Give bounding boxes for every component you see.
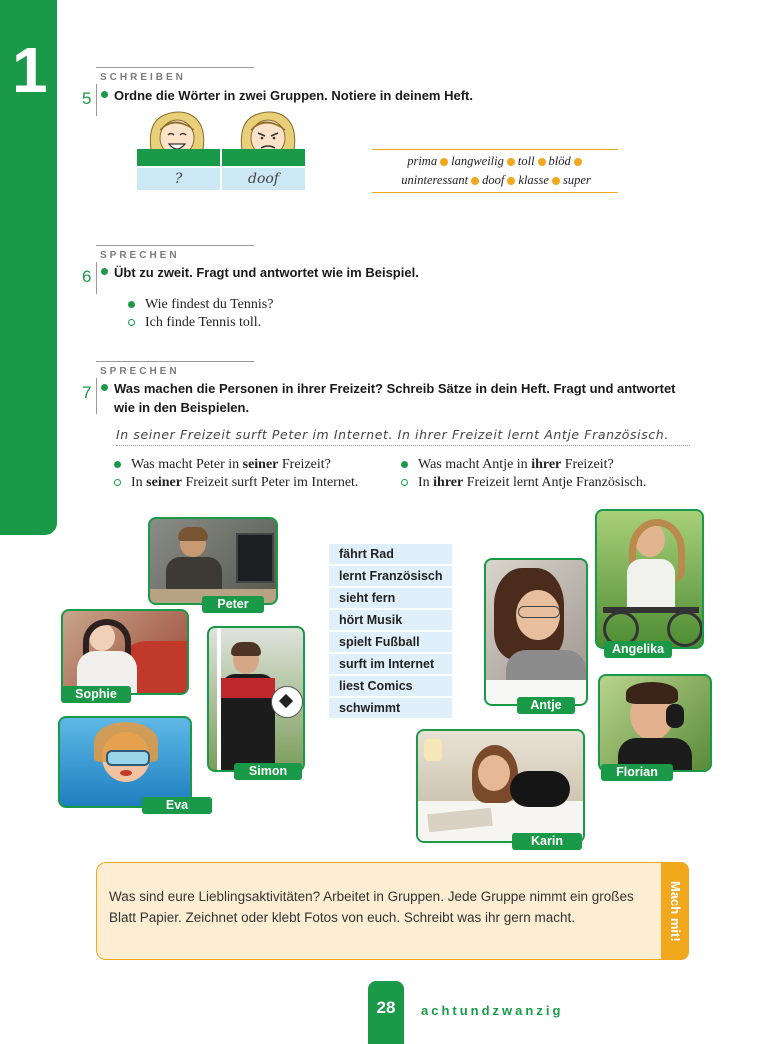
text: Freizeit? [561,457,614,472]
section-rule [96,67,254,68]
orange-dot-icon [440,158,448,166]
word: prima [407,154,438,168]
activity-item: liest Comics [329,676,452,696]
dialog-question [128,297,273,313]
exercise-number-6: 6 [82,267,92,286]
photo-antje [484,558,588,706]
exercise-7-instruction-line-1: Was machen die Personen in ihrer Freizeit? Schreib Sätze in dein Heft. Fragt und antwortet [114,381,676,396]
activity-item: lernt Französisch [329,566,452,586]
word-box [374,152,618,192]
question-bullet-icon [401,461,408,468]
mach-mit-line-2: Blatt Papier. Zeichnet oder klebt Fotos von euch. Schreibt was ihr gern macht. [109,910,575,925]
word: doof [482,173,505,187]
word-box-line-2 [374,171,618,190]
answer-text: Ich finde Tennis toll. [145,315,262,330]
bold-text: seiner [242,457,279,472]
orange-dot-icon [552,177,560,185]
exercise-divider [96,262,97,294]
dialog-answer-right [401,475,646,491]
text: In [418,475,434,490]
word: klasse [518,173,549,187]
dialog-question-left [114,457,331,473]
photo-simon [207,626,305,772]
page-number: 28 [376,998,396,1017]
exercise-number-5: 5 [82,89,92,108]
dialog-answer-left [114,475,358,491]
activity-item: sieht fern [329,588,452,608]
name-tag-simon: Simon [234,763,302,780]
exercise-6-instruction: Übt zu zweit. Fragt und antwortet wie im Beispiel. [114,265,419,280]
word-box-line-1 [374,152,618,171]
chapter-number: 1 [12,34,48,106]
photo-angelika [595,509,704,649]
section-label-sprechen: SPRECHEN [100,250,180,261]
exercise-divider [96,378,97,414]
exercise-bullet [101,91,108,98]
answer-bullet-icon [401,479,408,486]
text: Freizeit surft Peter im Internet. [181,475,359,490]
dialog-answer [128,315,261,331]
photo-karin [416,729,585,843]
mach-mit-line-1: Was sind eure Lieblingsaktivitäten? Arbeitet in Gruppen. Jede Gruppe nimmt ein großes [109,889,634,904]
dialog-question-right [401,457,614,473]
word: super [562,173,591,187]
exercise-bullet [101,384,108,391]
bold-text: ihrer [531,457,562,472]
question-bullet-icon [128,301,135,308]
section-label-schreiben: SCHREIBEN [100,72,186,83]
section-rule [96,361,254,362]
text: In [131,475,147,490]
activity-item: surft im Internet [329,654,452,674]
activity-item: hört Musik [329,610,452,630]
name-tag-eva: Eva [142,797,212,814]
answer-bullet-icon [128,319,135,326]
name-tag-peter: Peter [202,596,264,613]
activity-item: schwimmt [329,698,452,718]
name-tag-karin: Karin [512,833,582,850]
wordbox-top-rule [372,149,618,150]
photo-eva [58,716,192,808]
exercise-5-instruction: Ordne die Wörter in zwei Gruppen. Notiere in deinem Heft. [114,88,473,103]
name-tag-angelika: Angelika [604,641,672,658]
text: Was macht Antje in [418,457,532,472]
exercise-number-7: 7 [82,383,92,402]
section-rule [96,245,254,246]
page-number-word: achtundzwanzig [421,1003,564,1018]
orange-dot-icon [507,177,515,185]
orange-dot-icon [507,158,515,166]
name-tag-antje: Antje [517,697,575,714]
photo-sophie [61,609,189,695]
section-label-sprechen: SPRECHEN [100,366,180,377]
table-header-cell [222,149,305,166]
text: Freizeit? [278,457,331,472]
exercise-7-instruction-line-2: wie in den Beispielen. [114,400,250,415]
bold-text: ihrer [433,475,464,490]
question-text: Wie findest du Tennis? [145,297,274,312]
word: langweilig [451,154,504,168]
table-header-cell [137,149,220,166]
name-tag-sophie: Sophie [61,686,131,703]
table-cell-negative: doof [222,168,305,190]
photo-peter [148,517,278,605]
activity-item: spielt Fußball [329,632,452,652]
text: Was macht Peter in [131,457,243,472]
answer-bullet-icon [114,479,121,486]
mach-mit-label: Mach mit! [668,880,683,942]
orange-dot-icon [538,158,546,166]
bold-text: seiner [146,475,182,490]
word: uninteressant [401,173,469,187]
table-cell-positive: ? [137,168,220,190]
exercise-divider [96,84,97,116]
handwritten-example: In seiner Freizeit surft Peter im Internet. In ihrer Freizeit lernt Antje Französisch. [116,427,690,446]
word: toll [517,154,535,168]
mach-mit-text [109,886,649,928]
photo-florian [598,674,712,772]
orange-dot-icon [471,177,479,185]
question-bullet-icon [114,461,121,468]
text: Freizeit lernt Antje Französisch. [463,475,647,490]
wordbox-bottom-rule [372,192,618,193]
exercise-bullet [101,268,108,275]
name-tag-florian: Florian [601,764,673,781]
activity-item: fährt Rad [329,544,452,564]
orange-dot-icon [574,158,582,166]
word: blöd [548,154,571,168]
